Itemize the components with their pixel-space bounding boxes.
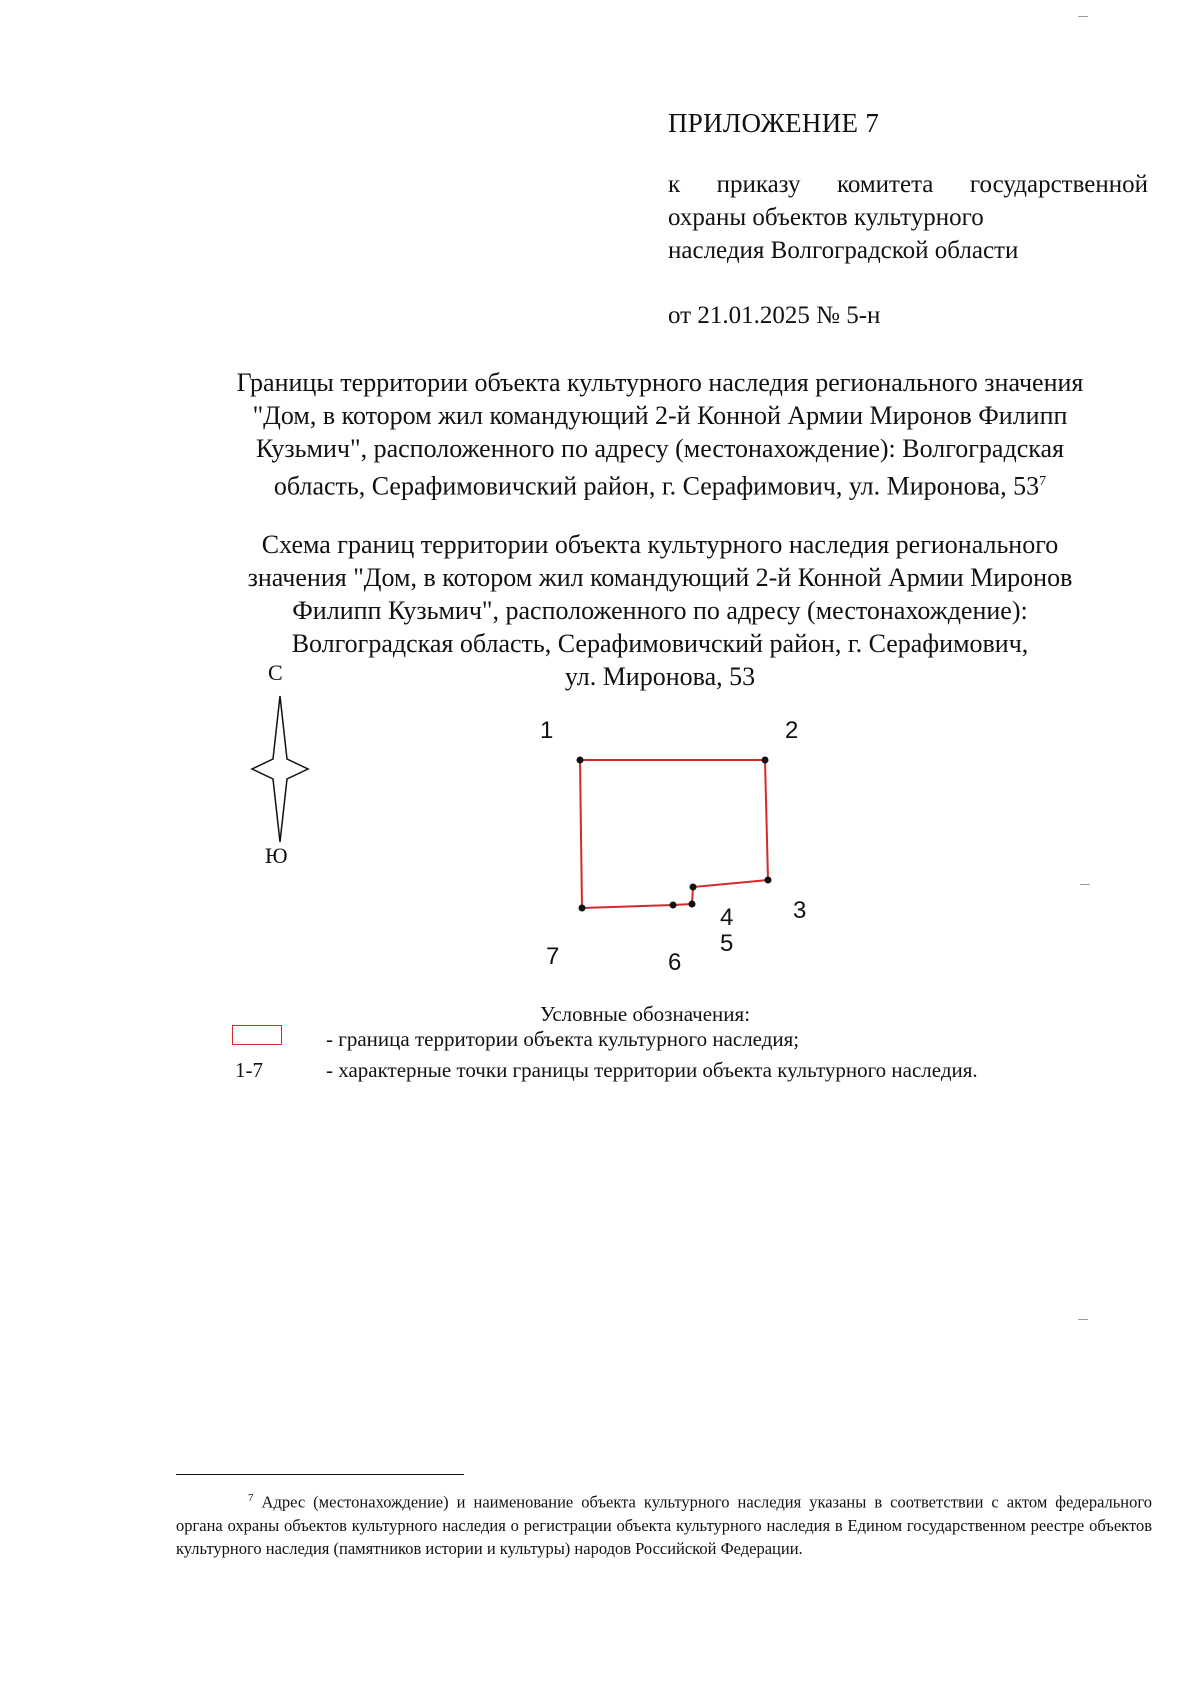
point-label-7: 7 xyxy=(546,943,560,970)
footnote-divider xyxy=(176,1474,464,1475)
footnote-reference: 7 xyxy=(1039,474,1047,489)
boundary-map xyxy=(520,700,850,980)
boundary-point-1 xyxy=(577,757,584,764)
order-reference-line-3: наследия Волгоградской области xyxy=(668,237,1019,264)
scheme-title-line: Волгоградская область, Серафимовичский район, г. Серафимович, xyxy=(291,629,1029,658)
order-reference-word: приказу xyxy=(716,171,801,198)
boundary-point-3 xyxy=(765,877,772,884)
boundary-title-line: Границы территории объекта культурного наследия регионального значения xyxy=(236,368,1084,397)
scan-mark xyxy=(1080,884,1090,885)
appendix-title: ПРИЛОЖЕНИЕ 7 xyxy=(668,108,880,138)
boundary-point-4 xyxy=(690,884,697,891)
order-reference-word: государственной xyxy=(969,171,1148,198)
compass-north-label: С xyxy=(268,660,283,685)
order-reference-line-1 xyxy=(668,168,1148,201)
scheme-title-line: Филипп Кузьмич", расположенного по адресу (местонахождение): xyxy=(292,596,1028,625)
point-label-1: 1 xyxy=(540,717,554,744)
boundary-polyline xyxy=(580,760,768,908)
boundary-point-2 xyxy=(762,757,769,764)
boundary-point-5 xyxy=(689,901,696,908)
point-label-6: 6 xyxy=(668,949,682,976)
scan-mark xyxy=(1078,1319,1088,1320)
scan-mark xyxy=(1078,16,1088,17)
legend-boundary-desc: - граница территории объекта культурного наследия; xyxy=(326,1027,800,1051)
footnote-mark: 7 xyxy=(248,1492,254,1504)
boundary-title xyxy=(160,366,1160,503)
order-reference xyxy=(668,168,1148,267)
scheme-title-line: значения "Дом, в котором жил командующий 2-й Конной Армии Миронов xyxy=(247,563,1073,592)
compass-south-label: Ю xyxy=(265,843,288,868)
point-label-2: 2 xyxy=(785,717,799,744)
footnote-text: Адрес (местонахождение) и наименование объекта культурного наследия указаны в соответствии с актом федерального органа охраны объектов культурного наследия о регистрации объекта культурного наследия в Едином государственном реестре объектов культурного наследия (памятников истории и культуры) народов Российской Федерации. xyxy=(176,1492,1152,1558)
boundary-title-line xyxy=(160,465,1160,503)
legend-points-symbol: 1-7 xyxy=(235,1058,263,1082)
legend-title: Условные обозначения: xyxy=(540,1002,751,1026)
scheme-title xyxy=(160,528,1160,693)
point-label-3: 3 xyxy=(793,897,807,924)
point-label-4: 4 xyxy=(720,904,734,931)
boundary-points xyxy=(577,757,772,912)
order-reference-word: к xyxy=(668,171,681,198)
compass-star-icon xyxy=(250,694,310,844)
boundary-point-6 xyxy=(670,902,677,909)
scheme-title-line: Схема границ территории объекта культурного наследия регионального xyxy=(261,530,1059,559)
legend-boundary-symbol xyxy=(232,1025,282,1045)
order-date: от 21.01.2025 № 5-н xyxy=(668,302,881,329)
order-reference-line-2: охраны объектов культурного xyxy=(668,204,984,231)
boundary-title-address: область, Серафимовичский район, г. Серафимович, ул. Миронова, 53 xyxy=(273,471,1040,501)
boundary-title-line: "Дом, в котором жил командующий 2-й Конной Армии Миронов Филипп xyxy=(252,401,1068,430)
boundary-title-line: Кузьмич", расположенного по адресу (местонахождение): Волгоградская xyxy=(256,434,1064,463)
legend-points-desc: - характерные точки границы территории объекта культурного наследия. xyxy=(326,1058,978,1082)
point-label-5: 5 xyxy=(720,930,734,957)
scheme-title-line: ул. Миронова, 53 xyxy=(564,662,756,691)
order-reference-word: комитета xyxy=(836,171,934,198)
footnote xyxy=(176,1487,1152,1560)
boundary-point-7 xyxy=(579,905,586,912)
